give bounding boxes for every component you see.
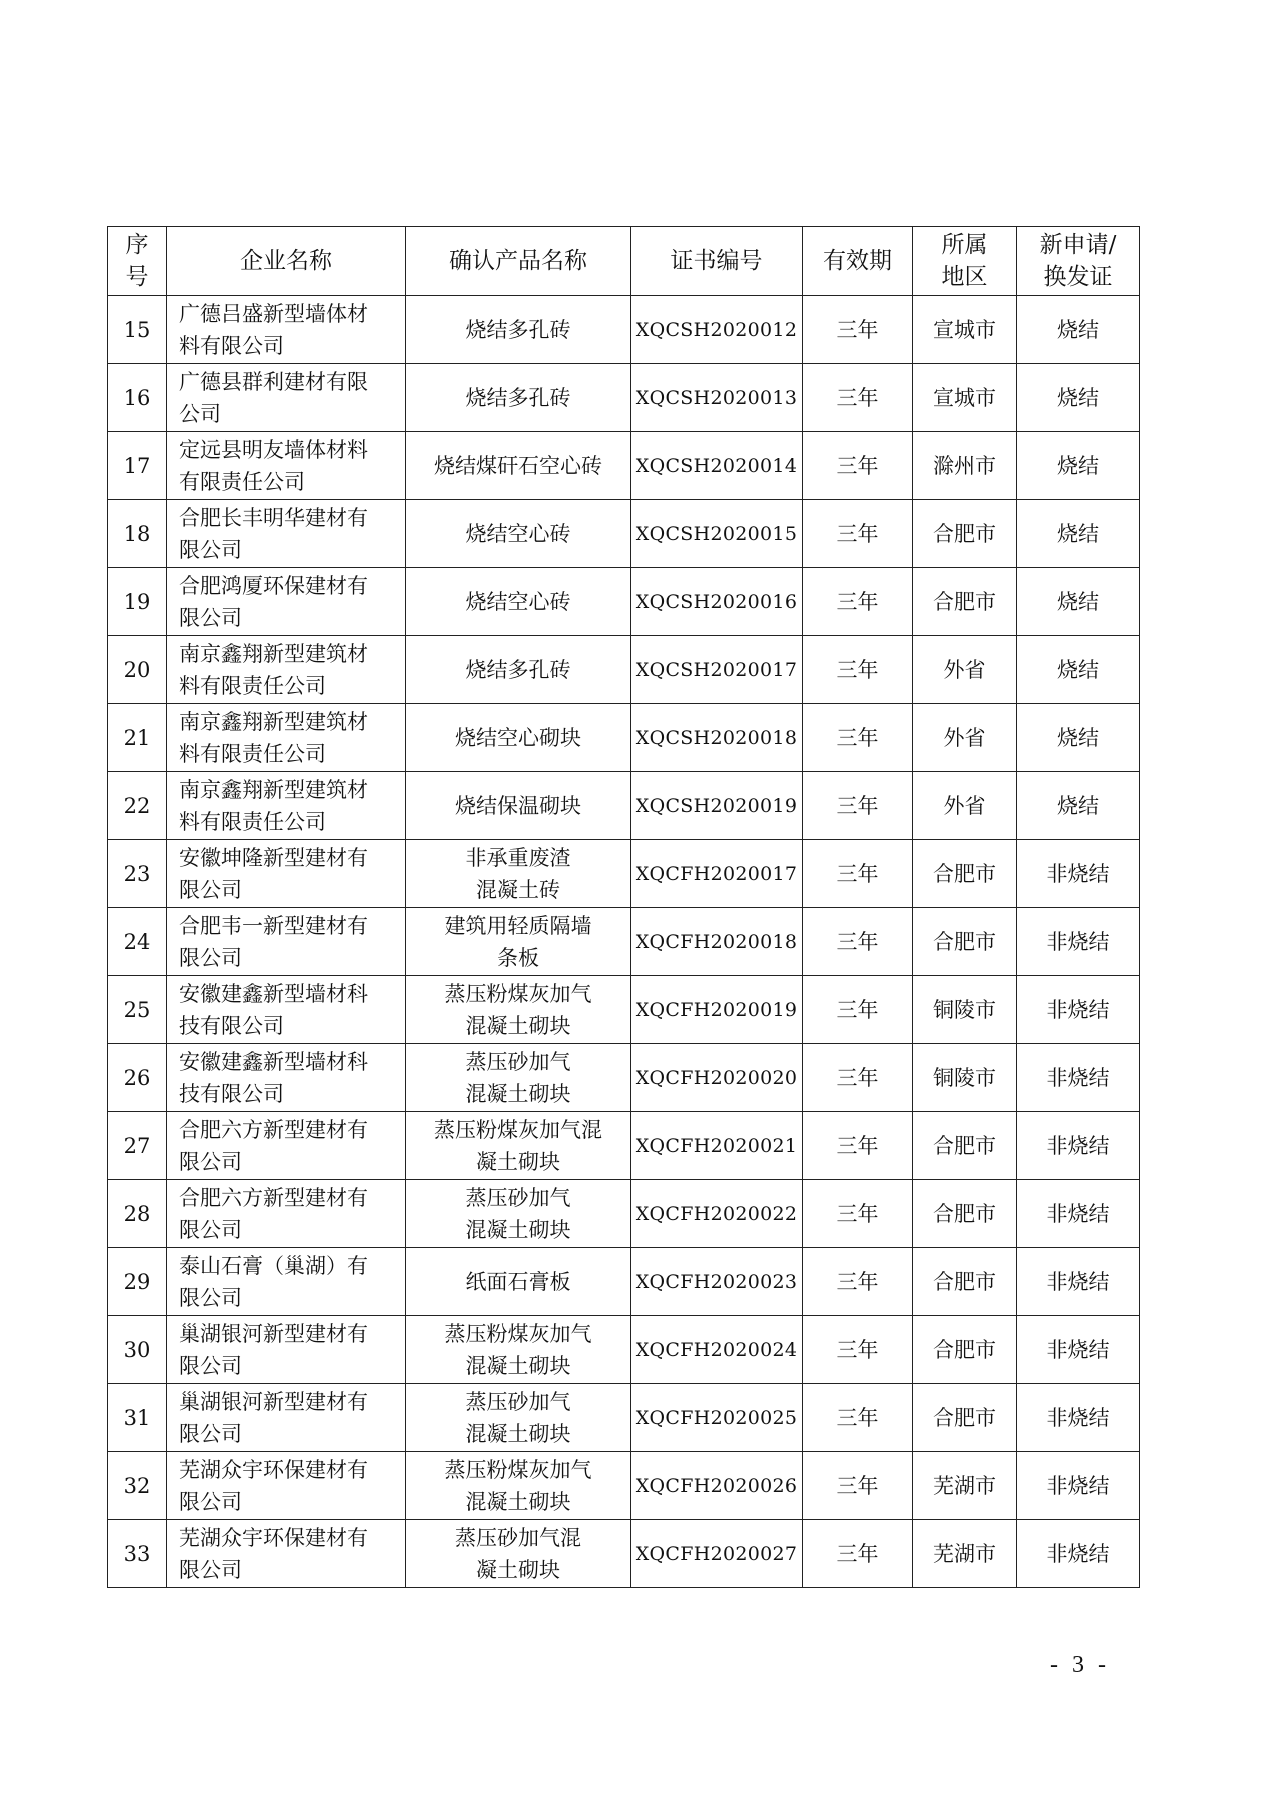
cell-cert-number — [631, 364, 803, 432]
cell-company-text: 合肥长丰明华建材有 限公司 — [179, 505, 368, 562]
cell-cert-number — [631, 908, 803, 976]
cell-type — [1017, 772, 1140, 840]
cell-product-text: 纸面石膏板 — [465, 1269, 571, 1294]
cell-region-text: 合肥市 — [933, 929, 996, 954]
cell-type — [1017, 636, 1140, 704]
cell-region — [913, 364, 1017, 432]
cell-product — [406, 1112, 631, 1180]
cell-product — [406, 976, 631, 1044]
cell-validity — [803, 500, 913, 568]
cell-cert-number-text: XQCFH2020027 — [635, 1542, 798, 1565]
cell-validity — [803, 1112, 913, 1180]
cell-type-text: 非烧结 — [1046, 929, 1110, 954]
cell-index-text: 31 — [123, 1405, 151, 1430]
cell-region — [913, 432, 1017, 500]
table-row — [108, 1044, 1140, 1112]
cell-type-text: 烧结 — [1057, 317, 1099, 342]
cell-type-text: 烧结 — [1057, 657, 1099, 682]
table-row — [108, 364, 1140, 432]
cell-validity — [803, 1384, 913, 1452]
cell-validity-text: 三年 — [836, 929, 879, 954]
cell-type — [1017, 432, 1140, 500]
cell-index — [108, 1248, 167, 1316]
cell-company-text: 安徽建鑫新型墙材科 技有限公司 — [179, 1049, 368, 1106]
cell-cert-number — [631, 500, 803, 568]
cell-index — [108, 1316, 167, 1384]
cell-type-text: 非烧结 — [1046, 1337, 1110, 1362]
cell-cert-number — [631, 1044, 803, 1112]
cell-company — [167, 296, 406, 364]
cell-type — [1017, 976, 1140, 1044]
cell-index-text: 17 — [123, 453, 151, 478]
cell-index — [108, 908, 167, 976]
cell-validity-text: 三年 — [836, 657, 879, 682]
cell-company-text: 合肥鸿厦环保建材有 限公司 — [179, 573, 368, 630]
table-row — [108, 908, 1140, 976]
cell-index-text: 16 — [123, 385, 151, 410]
cell-region-text: 芜湖市 — [933, 1541, 996, 1566]
cell-type — [1017, 1316, 1140, 1384]
cell-cert-number-text: XQCSH2020014 — [635, 454, 798, 477]
cell-product-text: 烧结多孔砖 — [465, 657, 571, 682]
cell-company-text: 广德县群利建材有限 公司 — [179, 369, 368, 426]
cell-validity — [803, 1044, 913, 1112]
cell-cert-number — [631, 840, 803, 908]
cell-product-text: 蒸压砂加气 混凝土砌块 — [465, 1185, 571, 1242]
table-body — [108, 296, 1140, 1588]
cell-product-text: 烧结多孔砖 — [465, 317, 571, 342]
cell-validity-text: 三年 — [836, 793, 879, 818]
cell-product — [406, 1384, 631, 1452]
cell-type-text: 非烧结 — [1046, 1541, 1110, 1566]
cell-cert-number-text: XQCFH2020024 — [635, 1338, 798, 1361]
cell-product — [406, 840, 631, 908]
cell-type — [1017, 1520, 1140, 1588]
cell-region — [913, 908, 1017, 976]
cell-product — [406, 1044, 631, 1112]
header-row — [108, 227, 1140, 296]
cell-validity-text: 三年 — [836, 725, 879, 750]
cell-validity-text: 三年 — [836, 1065, 879, 1090]
cell-validity-text: 三年 — [836, 1337, 879, 1362]
cell-cert-number — [631, 296, 803, 364]
cell-validity — [803, 1316, 913, 1384]
cell-product-text: 蒸压砂加气 混凝土砌块 — [465, 1049, 571, 1106]
cell-index-text: 25 — [123, 997, 151, 1022]
cell-index-text: 26 — [123, 1065, 151, 1090]
cell-type — [1017, 1452, 1140, 1520]
cell-region-text: 合肥市 — [933, 1337, 996, 1362]
cell-product-text: 蒸压粉煤灰加气 混凝土砌块 — [444, 981, 592, 1038]
cell-company — [167, 568, 406, 636]
cell-product — [406, 500, 631, 568]
cell-product — [406, 364, 631, 432]
cell-validity — [803, 1520, 913, 1588]
cell-company-text: 合肥六方新型建材有 限公司 — [179, 1185, 368, 1242]
cell-cert-number-text: XQCSH2020015 — [635, 522, 798, 545]
cell-type — [1017, 1180, 1140, 1248]
cell-index — [108, 704, 167, 772]
cell-product — [406, 908, 631, 976]
cell-validity-text: 三年 — [836, 861, 879, 886]
cell-cert-number — [631, 1248, 803, 1316]
cell-validity-text: 三年 — [836, 521, 879, 546]
cell-company-text: 南京鑫翔新型建筑材 料有限责任公司 — [179, 777, 368, 834]
cell-product — [406, 636, 631, 704]
cell-region — [913, 840, 1017, 908]
table-row — [108, 704, 1140, 772]
cell-validity-text: 三年 — [836, 1473, 879, 1498]
header-company: 企业名称 — [167, 227, 406, 296]
cell-index-text: 18 — [123, 521, 151, 546]
cell-validity — [803, 976, 913, 1044]
cell-validity — [803, 1180, 913, 1248]
cell-product-text: 蒸压粉煤灰加气 混凝土砌块 — [444, 1321, 592, 1378]
cell-cert-number — [631, 636, 803, 704]
table-row — [108, 636, 1140, 704]
cell-company-text: 南京鑫翔新型建筑材 料有限责任公司 — [179, 709, 368, 766]
table-row — [108, 772, 1140, 840]
cell-type — [1017, 908, 1140, 976]
cell-validity-text: 三年 — [836, 1269, 879, 1294]
cell-company — [167, 1248, 406, 1316]
cell-type-text: 烧结 — [1057, 385, 1099, 410]
cell-product-text: 蒸压砂加气混 凝土砌块 — [455, 1525, 581, 1582]
table-row — [108, 500, 1140, 568]
cell-index — [108, 976, 167, 1044]
cell-index-text: 27 — [123, 1133, 151, 1158]
cell-cert-number-text: XQCFH2020022 — [635, 1202, 798, 1225]
table-row — [108, 296, 1140, 364]
cell-company — [167, 500, 406, 568]
cell-validity-text: 三年 — [836, 1405, 879, 1430]
cell-index-text: 15 — [123, 317, 151, 342]
cell-product-text: 蒸压粉煤灰加气混 凝土砌块 — [434, 1117, 602, 1174]
cell-region — [913, 568, 1017, 636]
cell-company-text: 南京鑫翔新型建筑材 料有限责任公司 — [179, 641, 368, 698]
cell-type — [1017, 500, 1140, 568]
cell-cert-number — [631, 1384, 803, 1452]
cell-cert-number-text: XQCFH2020017 — [635, 862, 798, 885]
cell-region-text: 外省 — [943, 657, 986, 682]
cell-cert-number-text: XQCFH2020021 — [635, 1134, 798, 1157]
cell-company-text: 安徽建鑫新型墙材科 技有限公司 — [179, 981, 368, 1038]
cell-product — [406, 432, 631, 500]
cell-validity — [803, 432, 913, 500]
cell-cert-number-text: XQCFH2020026 — [635, 1474, 798, 1497]
cell-cert-number-text: XQCSH2020019 — [635, 794, 798, 817]
cell-region — [913, 1112, 1017, 1180]
cell-cert-number — [631, 772, 803, 840]
cell-company — [167, 976, 406, 1044]
cell-region-text: 外省 — [943, 793, 986, 818]
cell-product — [406, 296, 631, 364]
cell-validity-text: 三年 — [836, 385, 879, 410]
cell-cert-number — [631, 1112, 803, 1180]
cell-region-text: 合肥市 — [933, 1201, 996, 1226]
cell-validity — [803, 908, 913, 976]
cell-region — [913, 976, 1017, 1044]
cell-region-text: 合肥市 — [933, 589, 996, 614]
cell-company — [167, 1384, 406, 1452]
cell-cert-number-text: XQCFH2020019 — [635, 998, 798, 1021]
cell-product-text: 蒸压砂加气 混凝土砌块 — [465, 1389, 571, 1446]
cell-type — [1017, 1248, 1140, 1316]
table-row — [108, 1520, 1140, 1588]
cell-region — [913, 704, 1017, 772]
cell-cert-number-text: XQCSH2020018 — [635, 726, 798, 749]
cell-region-text: 合肥市 — [933, 521, 996, 546]
cell-region-text: 外省 — [943, 725, 986, 750]
cell-company-text: 泰山石膏（巢湖）有 限公司 — [179, 1253, 368, 1310]
cell-product — [406, 1520, 631, 1588]
cell-type-text: 烧结 — [1057, 589, 1099, 614]
cell-product — [406, 1248, 631, 1316]
table-row — [108, 432, 1140, 500]
cell-validity — [803, 840, 913, 908]
cell-product — [406, 772, 631, 840]
table-row — [108, 1384, 1140, 1452]
cell-company — [167, 364, 406, 432]
cell-cert-number — [631, 568, 803, 636]
cell-type-text: 非烧结 — [1046, 1201, 1110, 1226]
cell-type-text: 非烧结 — [1046, 861, 1110, 886]
cell-type — [1017, 296, 1140, 364]
cell-index-text: 24 — [123, 929, 151, 954]
table-row — [108, 1248, 1140, 1316]
cell-product — [406, 704, 631, 772]
cell-region-text: 合肥市 — [933, 1405, 996, 1430]
cell-company-text: 安徽坤隆新型建材有 限公司 — [179, 845, 368, 902]
cell-region — [913, 1180, 1017, 1248]
cell-company — [167, 1044, 406, 1112]
cell-cert-number-text: XQCFH2020025 — [635, 1406, 798, 1429]
cell-product-text: 烧结保温砌块 — [455, 793, 581, 818]
cell-company — [167, 432, 406, 500]
cell-region — [913, 1384, 1017, 1452]
cell-index — [108, 1520, 167, 1588]
cell-index-text: 19 — [123, 589, 151, 614]
header-cert-number: 证书编号 — [631, 227, 803, 296]
cell-region-text: 宣城市 — [933, 385, 996, 410]
cell-product — [406, 1316, 631, 1384]
cell-index — [108, 772, 167, 840]
cell-index — [108, 500, 167, 568]
cell-region-text: 合肥市 — [933, 1133, 996, 1158]
cell-product-text: 建筑用轻质隔墙 条板 — [444, 913, 592, 970]
header-region: 所属 地区 — [913, 227, 1017, 296]
cell-cert-number-text: XQCSH2020013 — [635, 386, 798, 409]
cell-type — [1017, 704, 1140, 772]
cell-region — [913, 1452, 1017, 1520]
cell-product — [406, 568, 631, 636]
cell-region-text: 合肥市 — [933, 1269, 996, 1294]
cell-cert-number-text: XQCFH2020018 — [635, 930, 798, 953]
cell-cert-number — [631, 976, 803, 1044]
cell-region-text: 芜湖市 — [933, 1473, 996, 1498]
cell-region — [913, 1316, 1017, 1384]
cell-cert-number-text: XQCFH2020020 — [635, 1066, 798, 1089]
cell-company — [167, 636, 406, 704]
table-row — [108, 568, 1140, 636]
cell-product-text: 烧结空心砖 — [465, 521, 571, 546]
table-row — [108, 1316, 1140, 1384]
cell-validity — [803, 636, 913, 704]
cell-validity-text: 三年 — [836, 1201, 879, 1226]
cell-type-text: 非烧结 — [1046, 1133, 1110, 1158]
page-number: - 3 - — [1050, 1652, 1110, 1678]
cell-index — [108, 1384, 167, 1452]
table-row — [108, 976, 1140, 1044]
cell-index — [108, 568, 167, 636]
cell-company-text: 芜湖众宇环保建材有 限公司 — [179, 1457, 368, 1514]
cell-company — [167, 704, 406, 772]
cell-index-text: 22 — [123, 793, 151, 818]
cell-region-text: 铜陵市 — [933, 1065, 996, 1090]
cell-cert-number-text: XQCFH2020023 — [635, 1270, 798, 1293]
cell-company-text: 广德吕盛新型墙体材 料有限公司 — [179, 301, 368, 358]
cell-product — [406, 1180, 631, 1248]
cell-cert-number — [631, 432, 803, 500]
cell-type-text: 非烧结 — [1046, 1405, 1110, 1430]
cell-index-text: 20 — [123, 657, 151, 682]
cell-index — [108, 1112, 167, 1180]
cell-product-text: 烧结空心砖 — [465, 589, 571, 614]
cell-company — [167, 1316, 406, 1384]
cell-index-text: 21 — [123, 725, 151, 750]
cell-company — [167, 1112, 406, 1180]
table-row — [108, 1452, 1140, 1520]
cell-validity-text: 三年 — [836, 997, 879, 1022]
cell-region — [913, 296, 1017, 364]
cell-cert-number — [631, 1316, 803, 1384]
header-validity: 有效期 — [803, 227, 913, 296]
cell-company — [167, 908, 406, 976]
cell-company — [167, 840, 406, 908]
cell-type — [1017, 840, 1140, 908]
cell-index — [108, 1180, 167, 1248]
cell-region-text: 滁州市 — [933, 453, 996, 478]
cell-company-text: 芜湖众宇环保建材有 限公司 — [179, 1525, 368, 1582]
cell-validity — [803, 772, 913, 840]
cell-index-text: 23 — [123, 861, 151, 886]
cell-company — [167, 1180, 406, 1248]
cell-index-text: 33 — [123, 1541, 151, 1566]
cell-type — [1017, 1112, 1140, 1180]
cell-cert-number-text: XQCSH2020012 — [635, 318, 798, 341]
cell-index — [108, 432, 167, 500]
cell-type — [1017, 568, 1140, 636]
cell-region — [913, 1248, 1017, 1316]
cell-cert-number-text: XQCSH2020017 — [635, 658, 798, 681]
cell-validity — [803, 364, 913, 432]
cell-company — [167, 1520, 406, 1588]
cell-index — [108, 636, 167, 704]
cell-validity — [803, 296, 913, 364]
cell-index-text: 28 — [123, 1201, 151, 1226]
cell-region — [913, 1044, 1017, 1112]
cell-type-text: 烧结 — [1057, 453, 1099, 478]
cell-region — [913, 500, 1017, 568]
cell-region — [913, 1520, 1017, 1588]
cell-product — [406, 1452, 631, 1520]
cell-type — [1017, 1044, 1140, 1112]
cell-index-text: 30 — [123, 1337, 151, 1362]
cell-company-text: 定远县明友墙体材料 有限责任公司 — [179, 437, 368, 494]
table-row — [108, 1180, 1140, 1248]
cell-index — [108, 1452, 167, 1520]
cell-region — [913, 636, 1017, 704]
cell-cert-number-text: XQCSH2020016 — [635, 590, 798, 613]
cell-cert-number — [631, 704, 803, 772]
cell-cert-number — [631, 1520, 803, 1588]
cell-product-text: 烧结煤矸石空心砖 — [434, 453, 602, 478]
cell-index-text: 29 — [123, 1269, 151, 1294]
cell-company — [167, 772, 406, 840]
cell-index — [108, 840, 167, 908]
cell-company-text: 合肥六方新型建材有 限公司 — [179, 1117, 368, 1174]
cell-index-text: 32 — [123, 1473, 151, 1498]
certificate-table — [107, 226, 1140, 1588]
cell-type — [1017, 364, 1140, 432]
header-product: 确认产品名称 — [406, 227, 631, 296]
cell-validity-text: 三年 — [836, 1541, 879, 1566]
cell-index — [108, 364, 167, 432]
cell-company-text: 合肥韦一新型建材有 限公司 — [179, 913, 368, 970]
cell-region-text: 宣城市 — [933, 317, 996, 342]
cell-company-text: 巢湖银河新型建材有 限公司 — [179, 1321, 368, 1378]
table-row — [108, 1112, 1140, 1180]
cell-index — [108, 296, 167, 364]
cell-index — [108, 1044, 167, 1112]
header-index: 序 号 — [108, 227, 167, 296]
cell-region-text: 合肥市 — [933, 861, 996, 886]
cell-type-text: 烧结 — [1057, 521, 1099, 546]
cell-type-text: 非烧结 — [1046, 1065, 1110, 1090]
cell-type-text: 非烧结 — [1046, 997, 1110, 1022]
cell-type-text: 非烧结 — [1046, 1269, 1110, 1294]
cell-product-text: 非承重废渣 混凝土砖 — [465, 845, 571, 902]
cell-product-text: 蒸压粉煤灰加气 混凝土砌块 — [444, 1457, 592, 1514]
cell-validity — [803, 1248, 913, 1316]
cell-region — [913, 772, 1017, 840]
cell-validity — [803, 568, 913, 636]
cell-region-text: 铜陵市 — [933, 997, 996, 1022]
cell-cert-number — [631, 1180, 803, 1248]
cell-validity-text: 三年 — [836, 453, 879, 478]
cell-type-text: 烧结 — [1057, 793, 1099, 818]
cell-validity-text: 三年 — [836, 317, 879, 342]
cell-validity-text: 三年 — [836, 589, 879, 614]
cell-type-text: 烧结 — [1057, 725, 1099, 750]
cell-cert-number — [631, 1452, 803, 1520]
table-row — [108, 840, 1140, 908]
cell-product-text: 烧结空心砌块 — [455, 725, 581, 750]
cell-validity — [803, 704, 913, 772]
header-type: 新申请/ 换发证 — [1017, 227, 1140, 296]
cell-type — [1017, 1384, 1140, 1452]
cell-validity — [803, 1452, 913, 1520]
cell-type-text: 非烧结 — [1046, 1473, 1110, 1498]
cell-company-text: 巢湖银河新型建材有 限公司 — [179, 1389, 368, 1446]
cell-company — [167, 1452, 406, 1520]
cell-product-text: 烧结多孔砖 — [465, 385, 571, 410]
cell-validity-text: 三年 — [836, 1133, 879, 1158]
